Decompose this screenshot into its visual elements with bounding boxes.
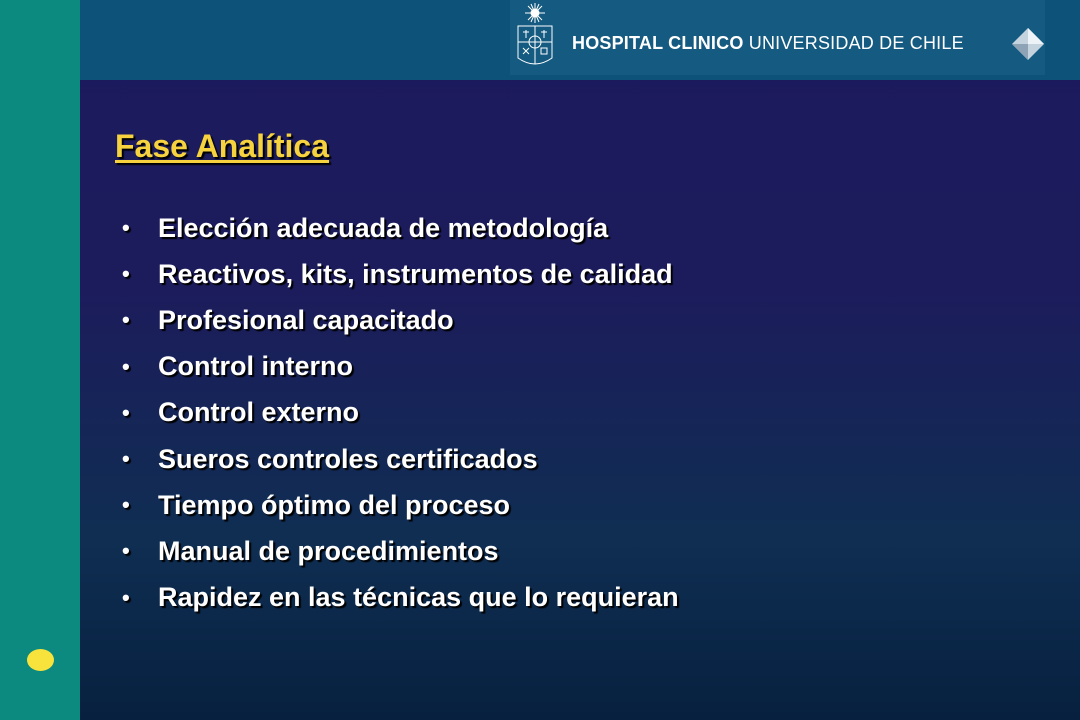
bullet-icon: • [122, 446, 130, 472]
list-item [122, 344, 679, 390]
list-item [122, 482, 679, 528]
list-item [122, 390, 679, 436]
bullet-icon: • [122, 492, 130, 518]
bullet-list [122, 205, 679, 621]
brand-bold-text: HOSPITAL CLINICO [572, 33, 744, 53]
slide-title: Fase Analítica [115, 128, 330, 164]
hospital-brand-name [572, 33, 964, 54]
bullet-icon: • [122, 399, 130, 425]
bullet-icon: • [122, 215, 130, 241]
bullet-icon: • [122, 584, 130, 610]
list-item [122, 436, 679, 482]
list-item [122, 251, 679, 297]
university-crest-icon [514, 2, 556, 72]
list-item [122, 528, 679, 574]
left-accent-band [0, 0, 80, 720]
bullet-text: Elección adecuada de metodología [158, 212, 609, 243]
list-item [122, 297, 679, 343]
bullet-text: Sueros controles certificados [158, 443, 538, 474]
bullet-text: Control interno [158, 351, 353, 382]
bullet-icon: • [122, 261, 130, 287]
bullet-text: Reactivos, kits, instrumentos de calidad [158, 258, 673, 289]
bullet-text: Profesional capacitado [158, 304, 454, 335]
bullet-icon: • [122, 353, 130, 379]
list-item [122, 575, 679, 621]
bullet-text: Control externo [158, 397, 360, 428]
bullet-text: Manual de procedimientos [158, 535, 499, 566]
diamond-icon [1010, 26, 1046, 62]
list-item [122, 205, 679, 251]
yellow-dot-icon [27, 649, 54, 671]
bullet-text: Rapidez en las técnicas que lo requieran [158, 582, 679, 613]
bullet-icon: • [122, 538, 130, 564]
brand-regular-text: UNIVERSIDAD DE CHILE [748, 33, 964, 53]
bullet-icon: • [122, 307, 130, 333]
bullet-text: Tiempo óptimo del proceso [158, 489, 511, 520]
